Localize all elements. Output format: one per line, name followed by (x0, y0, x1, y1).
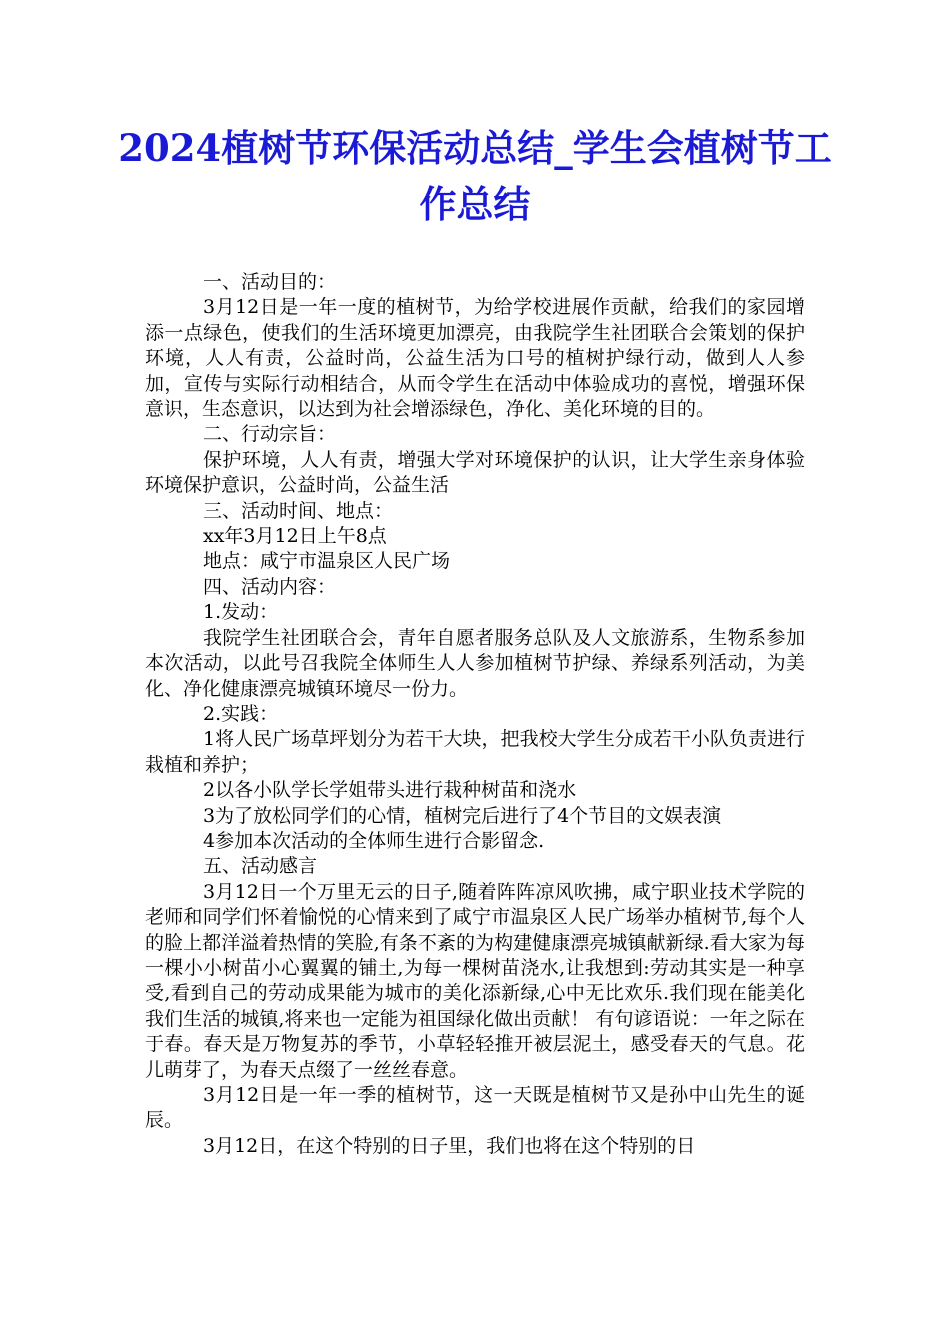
document-title: 2024植树节环保活动总结_学生会植树节工作总结 (118, 126, 832, 226)
list-item-practice-4: 4参加本次活动的全体师生进行合影留念. (203, 829, 545, 852)
section-heading-reflection: 五、活动感言 (203, 855, 318, 878)
document-body (145, 270, 805, 1159)
paragraph-place: 地点：咸宁市温泉区人民广场 (203, 550, 451, 573)
paragraph-arbor-day: 3月12日是一年一季的植树节，这一天既是植树节又是孙中山先生的诞辰。 (145, 1084, 805, 1132)
paragraph-tenet: 保护环境，人人有责，增强大学对环境保护的认识，让大学生亲身体验环境保护意识，公益时尚，公益生活 (145, 448, 805, 497)
list-item-practice-3: 3为了放松同学们的心情，植树完后进行了4个节目的文娱表演 (203, 804, 722, 827)
paragraph-reflection: 3月12日一个万里无云的日子,随着阵阵凉风吹拂，咸宁职业技术学院的老师和同学们怀着愉悦的心情来到了咸宁市温泉区人民广场举办植树节,每个人的脸上都洋溢着热情的笑脸,有条不紊的为构建健康漂亮城镇献新绿.看大家为每一棵小小树苗小心翼翼的铺土,为每一棵树苗浇水,让我想到:劳动其实是一种享受,看到自己的劳动成果能为城市的美化添新绿,心中无比欢乐.我们现在能美化我们生活的城镇,将来也一定能为祖国绿化做出贡献！ 有句谚语说：一年之际在于春。春天是万物复苏的季节，小草轻轻推开被层泥土，感受春天的气息。花儿萌芽了，为春天点缀了一丝丝春意。 (145, 880, 805, 1081)
section-heading-tenet: 二、行动宗旨： (203, 423, 337, 446)
subheading-practice: 2.实践： (203, 702, 279, 725)
section-heading-purpose: 一、活动目的： (203, 271, 337, 293)
section-heading-time-place: 三、活动时间、地点： (203, 499, 394, 522)
section-heading-content: 四、活动内容： (203, 575, 337, 598)
subheading-mobilize: 1.发动： (203, 601, 279, 624)
paragraph-time: xx年3月12日上午8点 (203, 525, 387, 548)
paragraph-special-day: 3月12日，在这个特别的日子里，我们也将在这个特别的日 (203, 1134, 696, 1157)
list-item-practice-2: 2以各小队学长学姐带头进行栽种树苗和浇水 (203, 779, 577, 802)
paragraph-purpose: 3月12日是一年一度的植树节，为给学校进展作贡献，给我们的家园增添一点绿色，使我们的生活环境更加漂亮，由我院学生社团联合会策划的保护环境，人人有责，公益时尚，公益生活为口号的植树护绿行动，做到人人参加，宣传与实际行动相结合，从而令学生在活动中体验成功的喜悦，增强环保意识，生态意识，以达到为社会增添绿色，净化、美化环境的目的。 (145, 296, 805, 421)
list-item-practice-1: 1将人民广场草坪划分为若干大块，把我校大学生分成若干小队负责进行栽植和养护； (145, 728, 805, 776)
paragraph-mobilize: 我院学生社团联合会，青年自愿者服务总队及人文旅游系，生物系参加本次活动，以此号召我院全体师生人人参加植树节护绿、养绿系列活动，为美化、净化健康漂亮城镇环境尽一份力。 (145, 626, 805, 700)
